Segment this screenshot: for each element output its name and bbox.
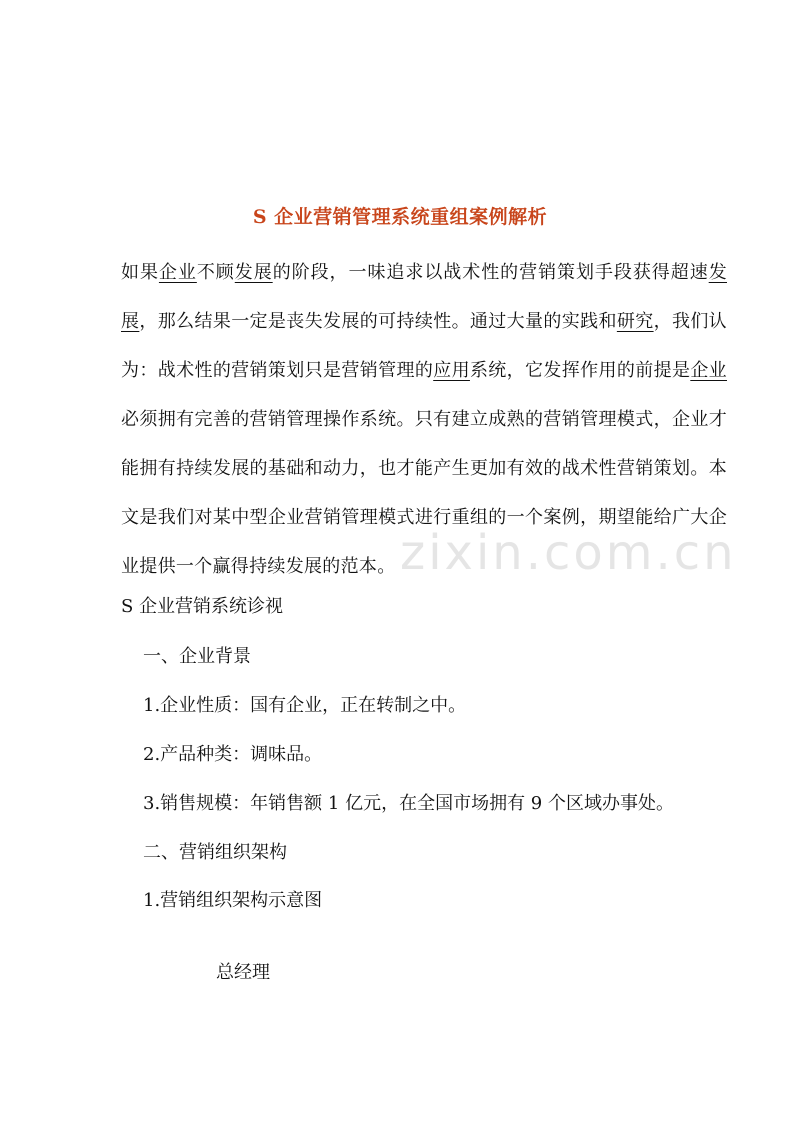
- background-item-products: 2.产品种类：调味品。: [143, 744, 323, 765]
- watermark: zixin.com.cn: [400, 525, 737, 581]
- background-item-sales: 3.销售规模：年销售额 1 亿元，在全国市场拥有 9 个区域办事处。: [143, 793, 674, 814]
- link-research[interactable]: 研究: [616, 311, 654, 332]
- intro-text-5: ，我们认为：战术性的营销策划只是营销管理的: [121, 311, 727, 381]
- link-development-2[interactable]: 发展: [121, 262, 727, 332]
- link-application[interactable]: 应用: [433, 360, 470, 381]
- intro-text-6: 系统，它发挥作用的前提是: [469, 360, 691, 381]
- org-chart-root-node: 总经理: [216, 962, 270, 983]
- intro-paragraph: [121, 248, 727, 591]
- background-title: 一、企业背景: [143, 646, 251, 667]
- link-development[interactable]: 发展: [234, 262, 273, 283]
- section-heading: S 企业营销系统诊视: [121, 596, 284, 617]
- document-title: S 企业营销管理系统重组案例解析: [252, 206, 548, 228]
- background-item-nature: 1.企业性质：国有企业，正在转制之中。: [143, 695, 467, 716]
- link-enterprise[interactable]: 企业: [158, 262, 197, 283]
- intro-text-7: 必须拥有完善的营销管理操作系统。只有建立成熟的营销管理模式，企业才能拥有持续发展的基础和动力，也才能产生更加有效的战术性营销策划。本文是我们对某中型企业营销管理模式进行重组的一个案例，期望能给广大企业提供一个赢得持续发展的范本。: [121, 409, 727, 577]
- intro-text-2: 不顾: [196, 262, 235, 283]
- org-structure-title: 二、营销组织架构: [143, 842, 287, 863]
- intro-text-1: 如果: [121, 262, 159, 283]
- org-structure-item: 1.营销组织架构示意图: [143, 890, 323, 911]
- link-enterprise-2[interactable]: 企业: [690, 360, 727, 381]
- intro-text-4: ，那么结果一定是丧失发展的可持续性。通过大量的实践和: [139, 311, 617, 332]
- intro-text-3: 的阶段，一味追求以战术性的营销策划手段获得超速: [272, 262, 709, 283]
